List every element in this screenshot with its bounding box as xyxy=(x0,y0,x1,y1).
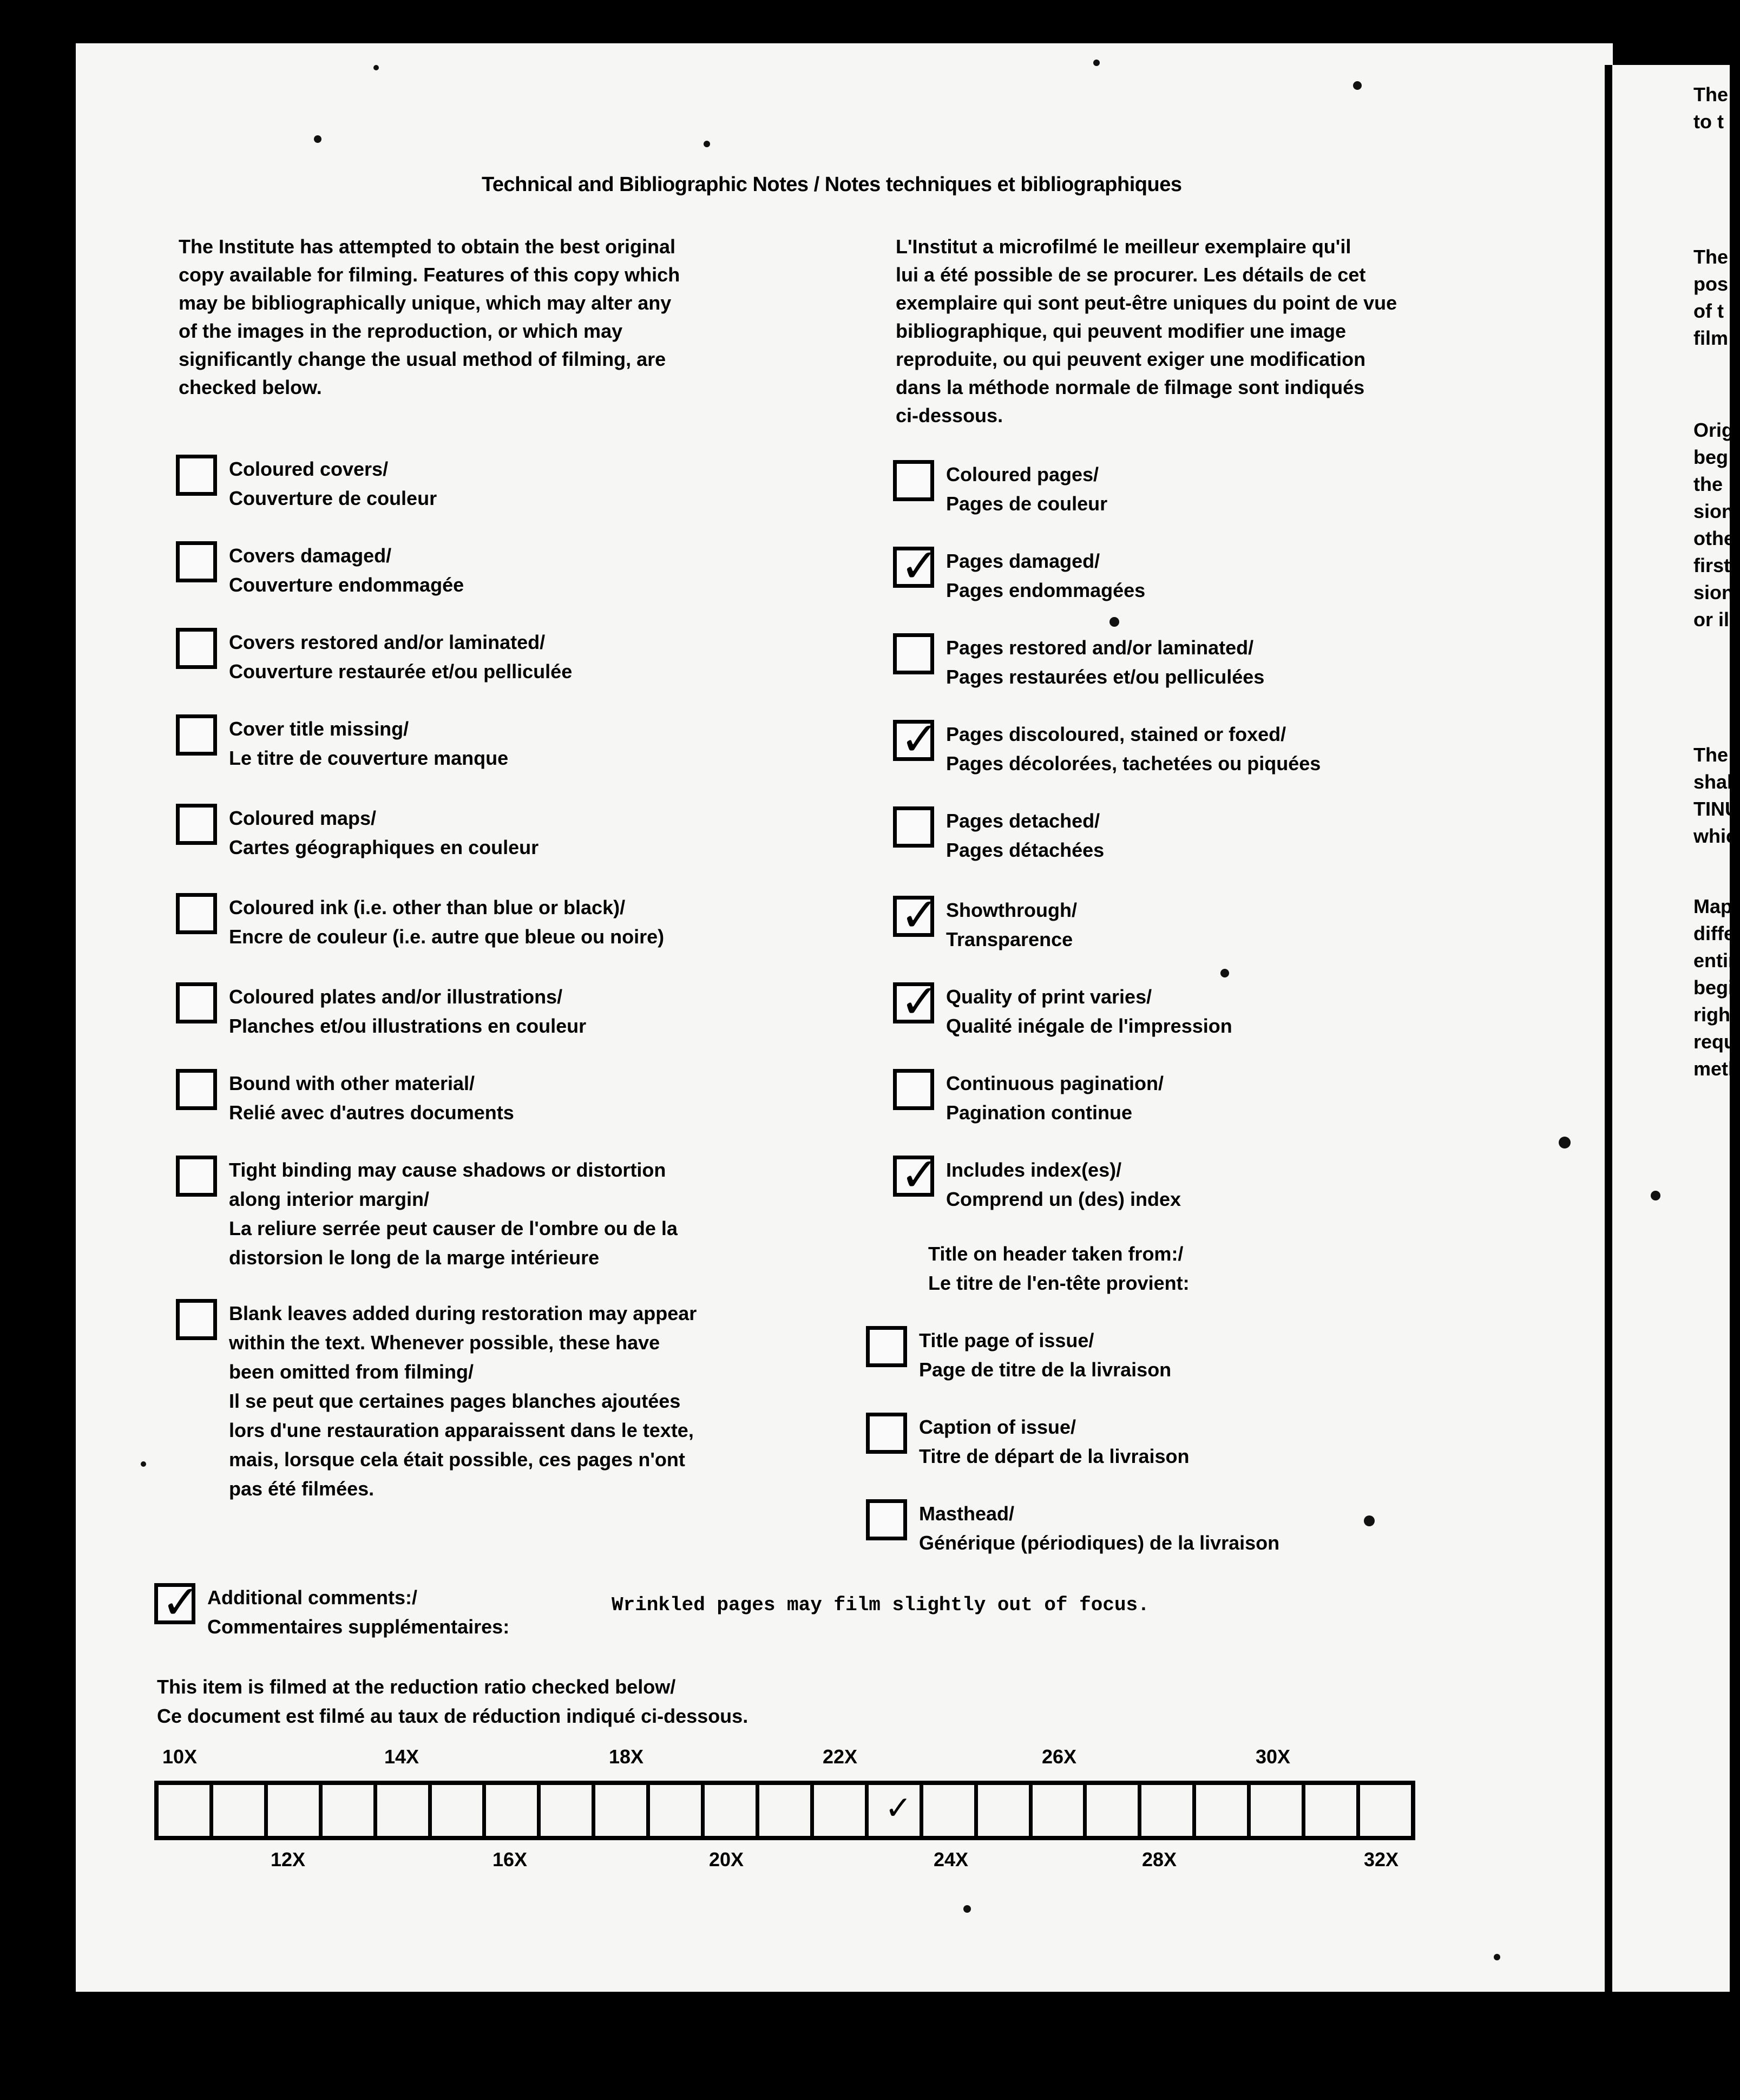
checkbox[interactable] xyxy=(893,975,940,1029)
checkbox[interactable] xyxy=(176,1299,217,1340)
scale-label-top: 30X xyxy=(1256,1745,1291,1768)
label-line: Il se peut que certaines pages blanches ajoutées xyxy=(229,1390,681,1412)
checkbox-item xyxy=(176,1069,514,1127)
label-line: Coloured ink (i.e. other than blue or black)/ xyxy=(229,896,626,918)
ratio-cell[interactable] xyxy=(1305,1785,1360,1836)
intro-line: may be bibliographically unique, which may alter any xyxy=(179,292,672,314)
label-line-fr: Commentaires supplémentaires: xyxy=(207,1616,510,1638)
checkbox[interactable] xyxy=(176,628,217,669)
fragment-text: The xyxy=(1693,83,1729,106)
scale-label-top: 10X xyxy=(162,1745,198,1768)
label-line: Le titre de couverture manque xyxy=(229,747,509,769)
checkbox[interactable] xyxy=(893,1148,940,1202)
checkbox-item xyxy=(893,712,1321,778)
checkbox-item xyxy=(176,1156,678,1272)
checkbox[interactable] xyxy=(893,712,940,766)
ratio-cell[interactable] xyxy=(650,1785,705,1836)
checkbox[interactable] xyxy=(176,541,217,582)
fragment-text: entir xyxy=(1693,949,1736,972)
label-line: Pagination continue xyxy=(946,1101,1133,1124)
scale-label-top: 18X xyxy=(609,1745,644,1768)
intro-line: dans la méthode normale de filmage sont indiqués xyxy=(896,376,1365,398)
fragment-text: pos xyxy=(1693,273,1729,295)
fragment-text: right xyxy=(1693,1003,1737,1026)
checkbox-label xyxy=(229,628,572,686)
checkbox[interactable] xyxy=(176,982,217,1023)
scale-label-bottom: 24X xyxy=(934,1848,969,1871)
checkbox-label xyxy=(946,460,1107,519)
ratio-cell[interactable] xyxy=(759,1785,814,1836)
checkbox[interactable] xyxy=(176,804,217,845)
additional-comments-item xyxy=(154,1576,510,1642)
fragment-text: requ xyxy=(1693,1031,1736,1053)
label-line: Couverture de couleur xyxy=(229,487,437,509)
label-line: Transparence xyxy=(946,928,1073,950)
label-line: Relié avec d'autres documents xyxy=(229,1101,514,1124)
ratio-cell[interactable] xyxy=(595,1785,650,1836)
scale-label-bottom: 16X xyxy=(493,1848,528,1871)
label-line: Pages detached/ xyxy=(946,810,1100,832)
fragment-text: whic xyxy=(1693,825,1737,847)
fragment-text: The xyxy=(1693,246,1729,268)
checkbox-label xyxy=(946,547,1145,605)
checkbox-label xyxy=(946,896,1077,954)
checkbox-label xyxy=(229,893,664,951)
label-line: along interior margin/ xyxy=(229,1188,430,1210)
dust-speck xyxy=(1353,81,1362,90)
dust-speck xyxy=(314,135,321,143)
dust-speck xyxy=(373,65,379,70)
label-line: Pages endommagées xyxy=(946,579,1146,601)
checkbox-label xyxy=(229,804,539,862)
checkbox-item xyxy=(176,455,437,513)
label-line: Pages de couleur xyxy=(946,493,1108,515)
label-line: Qualité inégale de l'impression xyxy=(946,1015,1232,1037)
label-line: Encre de couleur (i.e. autre que bleue ou noire) xyxy=(229,926,665,948)
fragment-text: beg xyxy=(1693,446,1729,468)
checkbox-item xyxy=(893,1148,1181,1214)
label-line: Pages discoloured, stained or foxed/ xyxy=(946,723,1286,745)
scale-label-top: 22X xyxy=(823,1745,858,1768)
dust-speck xyxy=(1364,1515,1375,1526)
checkbox[interactable] xyxy=(176,893,217,934)
label-line: Planches et/ou illustrations en couleur xyxy=(229,1015,587,1037)
dust-speck xyxy=(963,1905,971,1913)
scale-label-bottom: 28X xyxy=(1142,1848,1177,1871)
checkbox-item xyxy=(866,1413,1190,1471)
checkbox-item xyxy=(893,1069,1164,1127)
intro-line: L'Institut a microfilmé le meilleur exemplaire qu'il xyxy=(896,235,1351,258)
fragment-text: the xyxy=(1693,473,1723,495)
checkbox-label xyxy=(229,982,586,1041)
intro-english xyxy=(179,233,741,402)
label-line: Masthead/ xyxy=(919,1502,1015,1525)
ratio-cell[interactable] xyxy=(1360,1785,1411,1836)
checkbox[interactable] xyxy=(866,1326,907,1367)
fragment-text: to t xyxy=(1693,110,1724,133)
intro-line: significantly change the usual method of filming, are xyxy=(179,348,666,370)
fragment-text: shal xyxy=(1693,771,1733,793)
label-line: Pages détachées xyxy=(946,839,1105,861)
checkbox-label xyxy=(919,1326,1171,1384)
label-line: distorsion le long de la marge intérieure xyxy=(229,1246,600,1269)
checkbox-item xyxy=(893,975,1232,1041)
ratio-cell[interactable] xyxy=(1251,1785,1305,1836)
label-line: Cartes géographiques en couleur xyxy=(229,836,539,858)
label-line: Coloured maps/ xyxy=(229,807,377,829)
label-line: Tight binding may cause shadows or distortion xyxy=(229,1159,666,1181)
checkbox-label xyxy=(919,1413,1190,1471)
ratio-cell[interactable] xyxy=(213,1785,268,1836)
checkbox[interactable] xyxy=(176,455,217,496)
checkbox-item xyxy=(893,633,1264,692)
checkbox-label xyxy=(919,1499,1279,1558)
label-line: Pages décolorées, tachetées ou piquées xyxy=(946,752,1321,775)
checkbox-label xyxy=(229,455,437,513)
label-line: Page de titre de la livraison xyxy=(919,1359,1172,1381)
checkbox-label xyxy=(229,1299,697,1504)
scale-label-bottom: 20X xyxy=(709,1848,744,1871)
checkbox[interactable] xyxy=(866,1413,907,1454)
ratio-cell[interactable] xyxy=(978,1785,1033,1836)
checkbox-label xyxy=(946,720,1321,778)
ratio-cell[interactable] xyxy=(705,1785,759,1836)
dust-speck xyxy=(1220,969,1229,977)
checkmark-icon: ✓ xyxy=(884,1789,912,1827)
checkbox[interactable] xyxy=(176,1069,217,1110)
checkbox[interactable] xyxy=(893,1069,934,1110)
checkmark-icon: ✓ xyxy=(161,1576,201,1630)
label-line: pas été filmées. xyxy=(229,1478,375,1500)
ratio-cell[interactable] xyxy=(159,1785,213,1836)
checkbox[interactable] xyxy=(893,539,940,593)
label-line: Continuous pagination/ xyxy=(946,1072,1164,1094)
label-line: La reliure serrée peut causer de l'ombre ou de la xyxy=(229,1217,678,1239)
ratio-cell[interactable] xyxy=(377,1785,432,1836)
checkbox-item xyxy=(176,804,539,862)
label-line: Cover title missing/ xyxy=(229,718,409,740)
fragment-text: TINU xyxy=(1693,798,1739,820)
checkmark-icon: ✓ xyxy=(900,975,940,1029)
label-line: Showthrough/ xyxy=(946,899,1077,921)
intro-line: ci-dessous. xyxy=(896,404,1003,426)
checkbox-label xyxy=(229,1156,678,1272)
checkbox[interactable] xyxy=(893,888,940,942)
label-line: Caption of issue/ xyxy=(919,1416,1076,1438)
ratio-cell[interactable] xyxy=(814,1785,869,1836)
checkbox-item xyxy=(866,1326,1171,1384)
checkbox[interactable] xyxy=(176,714,217,756)
label-line: Quality of print varies/ xyxy=(946,986,1152,1008)
label-line: Coloured pages/ xyxy=(946,463,1099,485)
label-line: Covers restored and/or laminated/ xyxy=(229,631,546,653)
label-line: Bound with other material/ xyxy=(229,1072,475,1094)
dust-speck xyxy=(704,141,710,147)
checkbox-item xyxy=(893,460,1107,519)
checkmark-icon: ✓ xyxy=(900,1148,940,1202)
checkmark-icon: ✓ xyxy=(900,888,940,942)
checkbox-item xyxy=(176,893,664,951)
ratio-cell[interactable] xyxy=(541,1785,595,1836)
label-line: Pages damaged/ xyxy=(946,550,1100,572)
label-line: Pages restored and/or laminated/ xyxy=(946,636,1254,659)
intro-line: exemplaire qui sont peut-être uniques du point de vue xyxy=(896,292,1397,314)
checkbox-item xyxy=(176,714,508,773)
checkbox-item xyxy=(893,539,1146,605)
fragment-text: of t xyxy=(1693,300,1724,322)
label-line: Coloured plates and/or illustrations/ xyxy=(229,986,563,1008)
label-line: Blank leaves added during restoration may appear xyxy=(229,1302,697,1324)
checkbox-label xyxy=(946,1069,1164,1127)
ratio-cell[interactable] xyxy=(869,1785,923,1836)
ratio-cell[interactable] xyxy=(432,1785,487,1836)
fragment-text: sion xyxy=(1693,500,1734,522)
ratio-cell[interactable] xyxy=(486,1785,541,1836)
label-line: Covers damaged/ xyxy=(229,544,392,567)
dust-speck xyxy=(141,1461,146,1467)
checkbox[interactable] xyxy=(866,1499,907,1540)
header-title-line: Title on header taken from:/ xyxy=(928,1243,1184,1265)
checkbox[interactable] xyxy=(893,633,934,674)
fragment-text: sion xyxy=(1693,581,1734,603)
intro-line: reproduite, ou qui peuvent exiger une modification xyxy=(896,348,1366,370)
checkbox-label xyxy=(229,714,508,773)
reduction-ratio-text xyxy=(157,1672,748,1731)
label-line: mais, lorsque cela était possible, ces pages n'ont xyxy=(229,1448,685,1471)
fragment-text: diffe xyxy=(1693,922,1735,944)
scale-label-top: 26X xyxy=(1042,1745,1077,1768)
label-line: Couverture restaurée et/ou pelliculée xyxy=(229,660,573,682)
dust-speck xyxy=(1559,1137,1571,1149)
checkbox-label xyxy=(229,1069,514,1127)
ratio-text-en: This item is filmed at the reduction ratio checked below/ xyxy=(157,1676,676,1698)
dust-speck xyxy=(1093,60,1100,66)
fragment-text: or il xyxy=(1693,608,1730,631)
checkbox-label xyxy=(946,1156,1181,1214)
checkmark-icon: ✓ xyxy=(900,712,940,766)
intro-line: The Institute has attempted to obtain the best original xyxy=(179,235,676,258)
header-title-heading xyxy=(928,1239,1190,1298)
label-line: Pages restaurées et/ou pelliculées xyxy=(946,666,1265,688)
header-title-line: Le titre de l'en-tête provient: xyxy=(928,1272,1190,1294)
label-line: Includes index(es)/ xyxy=(946,1159,1122,1181)
fragment-text: The xyxy=(1693,744,1729,766)
reduction-ratio-grid xyxy=(154,1781,1415,1840)
checkbox[interactable] xyxy=(154,1576,201,1630)
checkbox-item xyxy=(866,1499,1279,1558)
checkbox[interactable] xyxy=(893,806,934,848)
intro-french xyxy=(896,233,1459,430)
checkbox-item xyxy=(176,1299,697,1504)
ratio-cell[interactable] xyxy=(923,1785,978,1836)
checkbox-item xyxy=(176,541,464,600)
adjacent-page-fragment xyxy=(1605,65,1740,1992)
checkbox-item xyxy=(893,806,1104,865)
ratio-cell[interactable] xyxy=(268,1785,323,1836)
fragment-text: film xyxy=(1693,327,1729,349)
ratio-cell[interactable] xyxy=(1196,1785,1251,1836)
label-line: Coloured covers/ xyxy=(229,458,389,480)
dust-speck xyxy=(1494,1954,1500,1960)
intro-line: checked below. xyxy=(179,376,322,398)
dust-speck xyxy=(1109,617,1119,627)
checkbox-label xyxy=(946,806,1104,865)
intro-line: bibliographique, qui peuvent modifier une image xyxy=(896,320,1347,342)
label-line: been omitted from filming/ xyxy=(229,1361,474,1383)
checkbox-label xyxy=(207,1583,509,1642)
checkbox-label xyxy=(946,633,1264,692)
ratio-cell[interactable] xyxy=(1141,1785,1196,1836)
label-line: Couverture endommagée xyxy=(229,574,464,596)
checkbox-item xyxy=(176,982,586,1041)
checkbox[interactable] xyxy=(893,460,934,501)
checkmark-icon: ✓ xyxy=(900,539,940,593)
label-line: Titre de départ de la livraison xyxy=(919,1445,1190,1467)
fragment-text: first xyxy=(1693,554,1731,576)
fragment-text: Orig xyxy=(1693,419,1734,441)
page-title: Technical and Bibliographic Notes / Notes techniques et bibliographiques xyxy=(482,173,1182,196)
dust-speck xyxy=(1651,1191,1660,1200)
ratio-cell[interactable] xyxy=(1033,1785,1087,1836)
ratio-cell[interactable] xyxy=(323,1785,377,1836)
checkbox[interactable] xyxy=(176,1156,217,1197)
scale-label-top: 14X xyxy=(384,1745,419,1768)
checkbox-label xyxy=(229,541,464,600)
fragment-text: Map xyxy=(1693,895,1732,917)
fragment-text: meth xyxy=(1693,1058,1740,1080)
label-line: within the text. Whenever possible, these have xyxy=(229,1331,660,1354)
label-line: Title page of issue/ xyxy=(919,1329,1094,1351)
comment-text: Wrinkled pages may film slightly out of focus. xyxy=(612,1594,1150,1616)
scale-label-bottom: 12X xyxy=(271,1848,306,1871)
checkbox-item xyxy=(893,888,1077,954)
label-line: Comprend un (des) index xyxy=(946,1188,1181,1210)
intro-line: copy available for filming. Features of this copy which xyxy=(179,264,680,286)
ratio-text-fr: Ce document est filmé au taux de réduction indiqué ci-dessous. xyxy=(157,1705,748,1727)
intro-line: of the images in the reproduction, or which may xyxy=(179,320,623,342)
ratio-cell[interactable] xyxy=(1087,1785,1141,1836)
checkbox-label xyxy=(946,982,1232,1041)
fragment-text: begi xyxy=(1693,976,1734,999)
label-line: lors d'une restauration apparaissent dans le texte, xyxy=(229,1419,694,1441)
checkbox-item xyxy=(176,628,572,686)
label-line: Générique (périodiques) de la livraison xyxy=(919,1532,1280,1554)
intro-line: lui a été possible de se procurer. Les détails de cet xyxy=(896,264,1366,286)
fragment-text: othe xyxy=(1693,527,1735,549)
label-line-en: Additional comments:/ xyxy=(207,1586,418,1609)
scale-label-bottom: 32X xyxy=(1364,1848,1399,1871)
